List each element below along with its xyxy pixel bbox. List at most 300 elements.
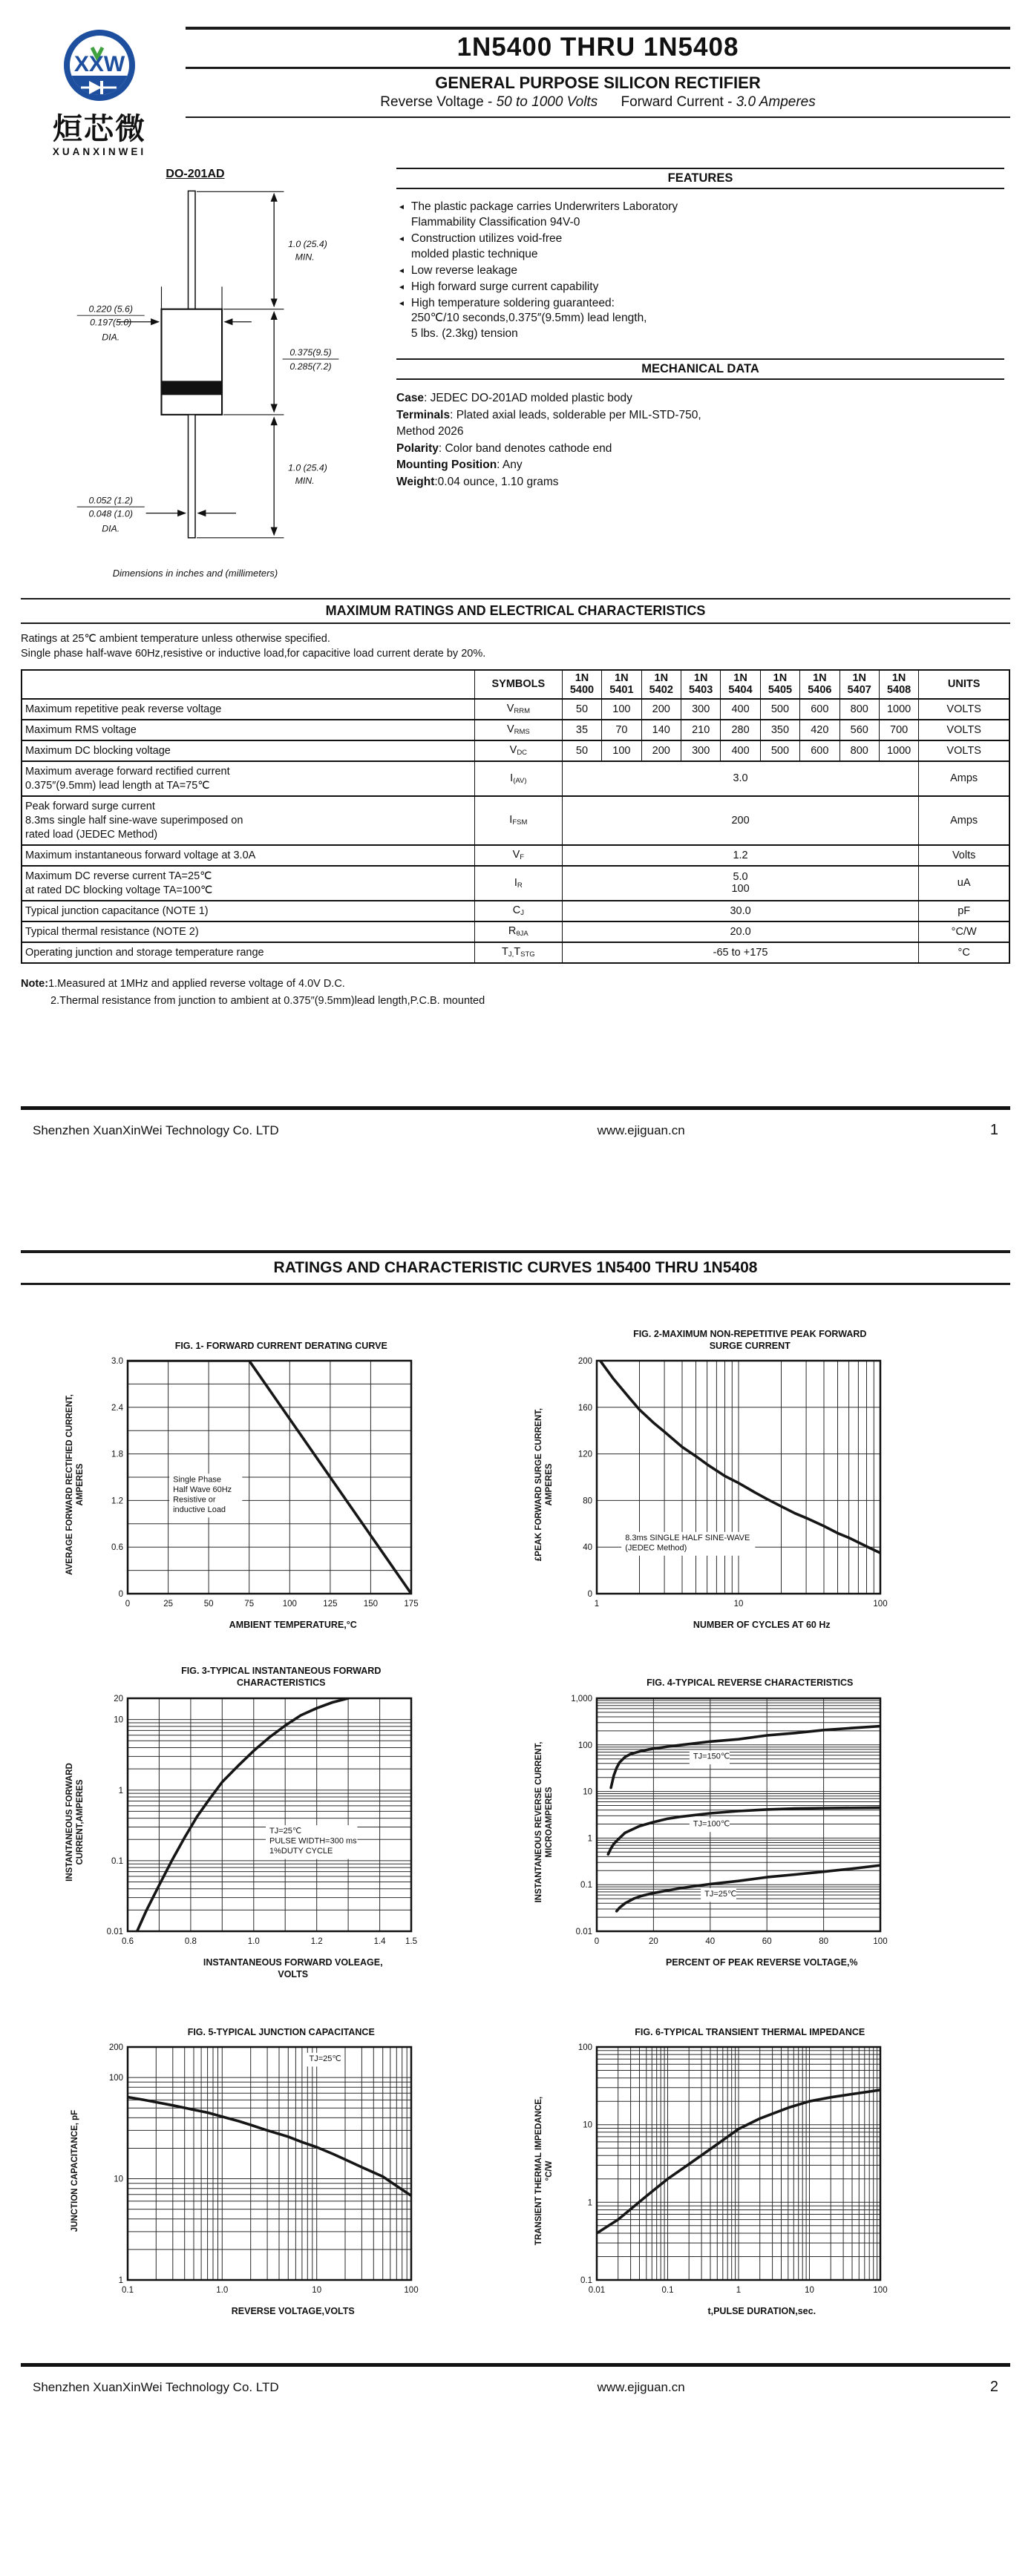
ylabel-line: MICROAMPERES (544, 1786, 554, 1858)
svg-text:150: 150 (363, 1600, 378, 1609)
dim-lead-dia-max: 0.052 (1.2) (88, 495, 134, 506)
table-row (22, 845, 1009, 866)
svg-text:Single Phase: Single Phase (173, 1475, 221, 1485)
fig-title-line: FIG. 4-TYPICAL REVERSE CHARACTERISTICS (647, 1678, 854, 1689)
symbol-subscript: FSM (512, 818, 528, 827)
ylabel-line: AVERAGE FORWARD RECTIFIED CURRENT, (65, 1394, 75, 1576)
symbol-subscript: STG (520, 950, 535, 959)
parameter-line: Maximum DC reverse current TA=25℃ (25, 870, 212, 882)
xlabel-line: PERCENT OF PEAK REVERSE VOLTAGE,% (665, 1956, 858, 1968)
svg-text:0: 0 (125, 1600, 131, 1609)
parameter-line: 8.3ms single half sine-wave superimposed on (25, 814, 243, 827)
value-cell: 800 (839, 699, 879, 720)
value-cell: 1000 (879, 699, 918, 720)
fig-x-axis-label (533, 1956, 968, 1968)
value-span-cell (562, 901, 919, 921)
logo-icon (56, 27, 143, 114)
svg-text:0: 0 (594, 1936, 599, 1946)
part-number: 5406 (808, 684, 832, 697)
part-number: 5400 (569, 684, 595, 697)
svg-text:10: 10 (804, 2286, 814, 2296)
dim-lead-dia-min: 0.048 (1.0) (88, 508, 134, 519)
parameter-line: Peak forward surge current (25, 800, 155, 812)
value-cell: 700 (879, 720, 918, 740)
svg-text:100: 100 (872, 1936, 888, 1946)
fig-x-axis-label (64, 2305, 499, 2317)
parameter-cell (22, 921, 474, 942)
symbol-subscript: (AV) (513, 776, 527, 785)
part-number: 5403 (689, 684, 713, 697)
figure-fig5 (64, 2013, 499, 2317)
fig-title-line: FIG. 1- FORWARD CURRENT DERATING CURVE (174, 1341, 387, 1352)
svg-text:PULSE WIDTH=300 ms: PULSE WIDTH=300 ms (269, 1836, 357, 1846)
feature-text (411, 263, 517, 279)
arrow-bullet-icon: ◄ (398, 203, 405, 211)
logo-english-name: XUANXINWEI (52, 146, 147, 157)
header-rule-mid (186, 67, 1010, 70)
parameter-line: Typical thermal resistance (NOTE 2) (25, 925, 199, 938)
svg-text:1.2: 1.2 (310, 1936, 323, 1946)
svg-text:0.1: 0.1 (580, 2276, 592, 2286)
header-part-cell (562, 670, 601, 699)
dim-lead-top: 1.0 (25.4) (288, 239, 327, 250)
header-part-cell (879, 670, 918, 699)
svg-text:50: 50 (203, 1600, 214, 1609)
part-prefix: 1N (773, 671, 788, 684)
svg-text:100: 100 (577, 2043, 592, 2053)
arrow-bullet-icon: ◄ (398, 283, 405, 292)
symbol-cell (474, 720, 562, 740)
header-part-cell (641, 670, 681, 699)
svg-text:75: 75 (244, 1600, 255, 1609)
header-part-cell (681, 670, 720, 699)
svg-text:TJ=100℃: TJ=100℃ (693, 1819, 730, 1829)
fig-title-line: FIG. 2-MAXIMUM NON-REPETITIVE PEAK FORWARD (633, 1328, 867, 1339)
table-row (22, 720, 1009, 740)
svg-text:0.1: 0.1 (111, 1856, 123, 1866)
forward-current-label: Forward Current - (621, 94, 736, 110)
feature-line: Construction utilizes void-free (410, 231, 563, 245)
svg-text:100: 100 (872, 1600, 888, 1609)
dim-body-len-min: 0.285(7.2) (289, 361, 332, 372)
dim-body-dia-label: DIA. (102, 332, 120, 343)
svg-text:1.8: 1.8 (111, 1450, 123, 1459)
svg-text:0: 0 (587, 1590, 592, 1600)
fig-title-line: FIG. 3-TYPICAL INSTANTANEOUS FORWARD (181, 1666, 382, 1677)
svg-text:10: 10 (582, 1787, 592, 1797)
svg-text:TJ=25℃: TJ=25℃ (309, 2054, 341, 2063)
svg-text:160: 160 (577, 1404, 592, 1413)
symbol-cell (474, 796, 562, 845)
unit-cell: VOLTS (919, 720, 1009, 740)
svg-text:10: 10 (114, 2175, 123, 2184)
table-row (22, 901, 1009, 921)
symbol-subscript: RMS (514, 728, 530, 737)
curve-TJ=150C (611, 1726, 880, 1787)
parameter-line: rated load (JEDEC Method) (25, 828, 158, 841)
value-cell: 1000 (879, 740, 918, 761)
fig-body (533, 2040, 968, 2302)
mechanical-value: : Any (497, 459, 523, 472)
svg-text:0.6: 0.6 (122, 1936, 134, 1946)
svg-text:125: 125 (323, 1600, 338, 1609)
table-row (22, 866, 1009, 901)
svg-text:200: 200 (577, 1357, 592, 1367)
svg-text:10: 10 (114, 1715, 123, 1725)
mechanical-value: :0.04 ounce, 1.10 grams (434, 475, 559, 488)
fig-y-axis-label-text (71, 2110, 81, 2232)
fig-title-line: FIG. 5-TYPICAL JUNCTION CAPACITANCE (187, 2026, 375, 2037)
xlabel-line: NUMBER OF CYCLES AT 60 Hz (693, 1620, 831, 1631)
symbol-cell (474, 921, 562, 942)
part-prefix: 1N (575, 671, 589, 684)
mechanical-heading: MECHANICAL DATA (641, 362, 759, 376)
symbol-main: V (506, 703, 514, 715)
curves-rule-bottom (21, 1283, 1010, 1286)
svg-text:1.0: 1.0 (247, 1936, 260, 1946)
fig-title (533, 1664, 968, 1689)
feature-text (411, 280, 598, 295)
parameter-line: Maximum RMS voltage (25, 723, 137, 736)
features-column (370, 168, 1010, 579)
ratings-rule-bottom (21, 622, 1010, 624)
symbol-subscript: RRM (514, 707, 530, 716)
value-cell: 800 (839, 740, 879, 761)
ratings-condition-1: Ratings at 25℃ ambient temperature unless otherwise specified. (21, 633, 330, 645)
svg-text:10: 10 (312, 2286, 322, 2296)
header-part-cell (800, 670, 839, 699)
forward-current-value: 3.0 Amperes (736, 94, 816, 110)
svg-text:10: 10 (582, 2120, 592, 2130)
svg-text:25: 25 (163, 1600, 173, 1609)
symbol-cell (474, 740, 562, 761)
symbol-subscript: θJA (516, 930, 528, 939)
feature-line: High forward surge current capability (410, 280, 599, 293)
part-number: 5402 (649, 684, 673, 697)
table-row (22, 740, 1009, 761)
fig-y-axis-label (533, 2040, 557, 2302)
arrow-bullet-icon: ◄ (398, 266, 405, 275)
value-cell: 70 (602, 720, 641, 740)
part-prefix: 1N (852, 671, 866, 684)
mechanical-value: : Plated axial leads, solderable per MIL-STD-750, (450, 408, 701, 421)
value-cell: 560 (839, 720, 879, 740)
table-notes (21, 976, 1010, 1010)
parameter-line: Maximum DC blocking voltage (25, 744, 171, 757)
features-rule-top (396, 168, 1004, 169)
fig1-plot (88, 1353, 423, 1616)
parameter-line: Typical junction capacitance (NOTE 1) (25, 904, 209, 917)
fig-title (533, 1327, 968, 1352)
part-prefix: 1N (813, 671, 827, 684)
symbol-subscript: R (517, 881, 523, 890)
svg-text:0.1: 0.1 (122, 2286, 134, 2296)
xlabel-line: t,PULSE DURATION,sec. (707, 2306, 816, 2317)
value-cell: 100 (602, 699, 641, 720)
value-cell: 100 (602, 740, 641, 761)
reverse-voltage-label: Reverse Voltage - (380, 94, 497, 110)
ratings-condition-2: Single phase half-wave 60Hz,resistive or inductive load,for capacitive load current derate by 20%. (21, 648, 486, 660)
company-logo (21, 27, 178, 157)
ylabel-line: TRANSIENT THERMAL IMPEDANCE, (534, 2096, 543, 2246)
svg-text:0.01: 0.01 (588, 2286, 605, 2296)
symbol-cell (474, 942, 562, 963)
value-line: 200 (731, 814, 750, 827)
header-symbols-cell: SYMBOLS (474, 670, 562, 699)
value-cell: 200 (641, 740, 681, 761)
value-cell: 500 (760, 740, 799, 761)
note-1 (21, 976, 1010, 993)
figure-fig1 (64, 1327, 499, 1631)
part-number: 5401 (609, 684, 634, 697)
value-cell: 600 (800, 699, 839, 720)
figure-fig3 (64, 1664, 499, 1981)
svg-text:8.3ms SINGLE HALF SINE-WAVE: 8.3ms SINGLE HALF SINE-WAVE (624, 1534, 750, 1543)
header (0, 27, 1031, 157)
xlabel-line: INSTANTANEOUS FORWARD VOLEAGE, (203, 1956, 383, 1968)
symbol-main: I (510, 772, 514, 784)
parameter-line: at rated DC blocking voltage TA=100℃ (25, 884, 213, 896)
svg-text:0.1: 0.1 (580, 1880, 592, 1890)
ylabel-line: AMPERES (76, 1463, 85, 1506)
value-cell: 140 (641, 720, 681, 740)
parameter-cell (22, 845, 474, 866)
symbol-cell (474, 699, 562, 720)
table-row (22, 921, 1009, 942)
parameter-cell (22, 866, 474, 901)
symbol-cell (474, 866, 562, 901)
value-cell: 50 (562, 699, 601, 720)
feature-item (396, 280, 1004, 295)
table-row (22, 761, 1009, 796)
symbol-subscript: F (520, 853, 525, 862)
feature-item (396, 200, 1004, 231)
feature-line: 5 lbs. (2.3kg) tension (410, 327, 518, 341)
value-line: 1.2 (733, 849, 748, 861)
svg-text:175: 175 (404, 1600, 419, 1609)
ratings-section (21, 598, 1010, 1010)
feature-text (411, 231, 562, 263)
curves-rule-top (21, 1250, 1010, 1253)
svg-text:40: 40 (582, 1543, 592, 1553)
fig3-plot (88, 1691, 423, 1954)
symbol-cell (474, 901, 562, 921)
svg-text:1.2: 1.2 (111, 1496, 123, 1506)
note-label: Note: (21, 977, 49, 990)
dim-body-len-max: 0.375(9.5) (289, 347, 332, 358)
header-part-cell (721, 670, 760, 699)
part-number-title: 1N5400 THRU 1N5408 (456, 32, 739, 62)
device-type-subtitle: GENERAL PURPOSE SILICON RECTIFIER (435, 73, 761, 92)
mechanical-term: Terminals (396, 408, 451, 421)
svg-text:3.0: 3.0 (111, 1357, 123, 1367)
feature-item (396, 296, 1004, 343)
part-prefix: 1N (733, 671, 747, 684)
page2-footer (0, 2363, 1031, 2415)
parameter-cell (22, 740, 474, 761)
dim-lead-top-min: MIN. (295, 252, 315, 263)
svg-text:0.6: 0.6 (111, 1543, 123, 1553)
fig-body (64, 2040, 499, 2302)
curves-heading: RATINGS AND CHARACTERISTIC CURVES 1N5400 THRU 1N5408 (273, 1258, 758, 1276)
ratings-tagline (186, 94, 1010, 111)
mechanical-line (396, 424, 1004, 440)
svg-text:inductive Load: inductive Load (173, 1505, 226, 1515)
svg-text:100: 100 (108, 2074, 123, 2083)
symbol-cell (474, 761, 562, 796)
page-number-2: 2 (989, 2379, 998, 2396)
ylabel-line: °C/W (544, 2161, 554, 2181)
svg-text:Resistive or: Resistive or (173, 1495, 216, 1505)
symbol-main: I (514, 876, 517, 889)
ratings-heading: MAXIMUM RATINGS AND ELECTRICAL CHARACTERISTICS (325, 603, 706, 618)
logo-monogram: XXW (73, 52, 125, 76)
xlabel-line: AMBIENT TEMPERATURE,°C (229, 1620, 357, 1631)
feature-line: Low reverse leakage (410, 263, 517, 277)
page-number: 1 (989, 1122, 998, 1139)
fig6-plot (557, 2040, 892, 2302)
company-name-2: Shenzhen XuanXinWei Technology Co. LTD (33, 2380, 279, 2395)
arrow-bullet-icon: ◄ (398, 234, 405, 243)
fig4-plot (557, 1691, 892, 1954)
header-part-cell (839, 670, 879, 699)
value-cell: 280 (721, 720, 760, 740)
ratings-rule-top (21, 598, 1010, 599)
note-1-text: 1.Measured at 1MHz and applied reverse voltage of 4.0V D.C. (48, 977, 345, 990)
svg-text:TJ=25℃: TJ=25℃ (704, 1889, 736, 1899)
feature-text (411, 200, 678, 231)
table-header-row (22, 670, 1009, 699)
svg-text:1: 1 (118, 2276, 123, 2286)
symbol-subscript: DC (517, 749, 528, 758)
fig-y-axis-label-text (534, 1408, 555, 1561)
dim-body-dia-max: 0.220 (5.6) (88, 303, 134, 315)
svg-text:1: 1 (587, 1833, 592, 1843)
svg-text:0.8: 0.8 (184, 1936, 197, 1946)
xlabel-line: REVERSE VOLTAGE,VOLTS (231, 2306, 355, 2317)
mechanical-line (396, 390, 1004, 407)
arrow-bullet-icon: ◄ (398, 299, 405, 308)
fig-title (64, 1327, 499, 1352)
ylabel-line: AMPERES (544, 1463, 554, 1506)
part-prefix: 1N (615, 671, 629, 684)
website-link: www.ejiguan.cn (597, 1123, 685, 1138)
header-part-cell (602, 670, 641, 699)
value-cell: 420 (800, 720, 839, 740)
curve-TJ=25C (616, 1865, 880, 1911)
parameter-line: Maximum instantaneous forward voltage at 3.0A (25, 849, 256, 861)
svg-text:1%DUTY CYCLE: 1%DUTY CYCLE (269, 1846, 333, 1856)
value-line: 20.0 (730, 925, 751, 938)
value-span-cell (562, 942, 919, 963)
fig-y-axis-label (64, 1691, 88, 1954)
value-cell: 200 (641, 699, 681, 720)
fig-y-axis-label (64, 2040, 88, 2302)
feature-line: molded plastic technique (410, 247, 538, 260)
header-blank-cell (22, 670, 474, 699)
mechanical-line (396, 474, 1004, 490)
table-row (22, 796, 1009, 845)
part-number: 5407 (847, 684, 871, 697)
value-cell: 50 (562, 740, 601, 761)
symbol-subscript: J (520, 909, 524, 918)
fig-x-axis-label (64, 1956, 499, 1981)
svg-text:200: 200 (108, 2043, 123, 2053)
svg-text:20: 20 (114, 1694, 123, 1703)
header-part-cell (760, 670, 799, 699)
fig-body (64, 1353, 499, 1616)
dim-lead-bot-min: MIN. (295, 475, 315, 486)
package-diagram (32, 183, 359, 562)
mechanical-term: Case (396, 392, 425, 405)
svg-text:60: 60 (762, 1936, 772, 1946)
table-row (22, 942, 1009, 963)
symbol-main: V (506, 723, 514, 736)
fig-y-axis-label-text (65, 1763, 86, 1882)
svg-text:Half Wave 60Hz: Half Wave 60Hz (173, 1485, 232, 1495)
fig-y-axis-label (533, 1691, 557, 1954)
features-list (396, 200, 1004, 342)
svg-text:100: 100 (404, 2286, 419, 2296)
mech-rule-top (396, 358, 1004, 360)
parameter-line: Operating junction and storage temperature range (25, 946, 264, 959)
fig-y-axis-label-text (65, 1394, 86, 1575)
ratings-table (21, 669, 1010, 964)
symbol-main: C (512, 904, 521, 917)
value-span-cell (562, 796, 919, 845)
dim-body-dia-min: 0.197(5.0) (90, 317, 132, 328)
unit-cell: Amps (919, 761, 1009, 796)
features-heading: FEATURES (667, 171, 733, 185)
part-number: 5404 (728, 684, 753, 697)
fig-title-line: SURGE CURRENT (709, 1341, 791, 1352)
unit-cell: uA (919, 866, 1009, 901)
fig-body (64, 1691, 499, 1954)
mechanical-value: Method 2026 (396, 425, 464, 438)
value-span-cell (562, 921, 919, 942)
feature-line: 250℃/10 seconds,0.375″(9.5mm) lead length, (410, 312, 647, 325)
value-line: -65 to +175 (713, 946, 768, 959)
symbol-main: V (509, 744, 517, 757)
feature-item (396, 231, 1004, 263)
svg-text:80: 80 (582, 1496, 592, 1506)
ylabel-line: INSTANTANEOUS FORWARD (65, 1762, 75, 1882)
company-name: Shenzhen XuanXinWei Technology Co. LTD (33, 1123, 279, 1138)
svg-text:1: 1 (118, 1786, 123, 1795)
figure-fig4 (533, 1664, 968, 1981)
value-cell: 35 (562, 720, 601, 740)
unit-cell: °C (919, 942, 1009, 963)
parameter-line: 0.375″(9.5mm) lead length at TA=75℃ (25, 779, 210, 792)
mechanical-value: : Color band denotes cathode end (438, 441, 612, 455)
fig-title (533, 2013, 968, 2038)
characteristic-curves (0, 1327, 1031, 2317)
value-cell: 500 (760, 699, 799, 720)
mechanical-line (396, 441, 1004, 457)
unit-cell: Volts (919, 845, 1009, 866)
mech-rule-bottom (396, 378, 1004, 380)
top-section (0, 168, 1031, 579)
package-name: DO-201AD (166, 168, 225, 180)
fig-body (533, 1691, 968, 1954)
svg-text:80: 80 (818, 1936, 828, 1946)
reverse-voltage-value: 50 to 1000 Volts (496, 94, 598, 110)
fig-x-axis-label (533, 1619, 968, 1631)
fig-y-axis-label-text (534, 2097, 555, 2245)
fig-x-axis-label (533, 2305, 968, 2317)
parameter-cell (22, 901, 474, 921)
svg-text:0.01: 0.01 (106, 1927, 123, 1936)
